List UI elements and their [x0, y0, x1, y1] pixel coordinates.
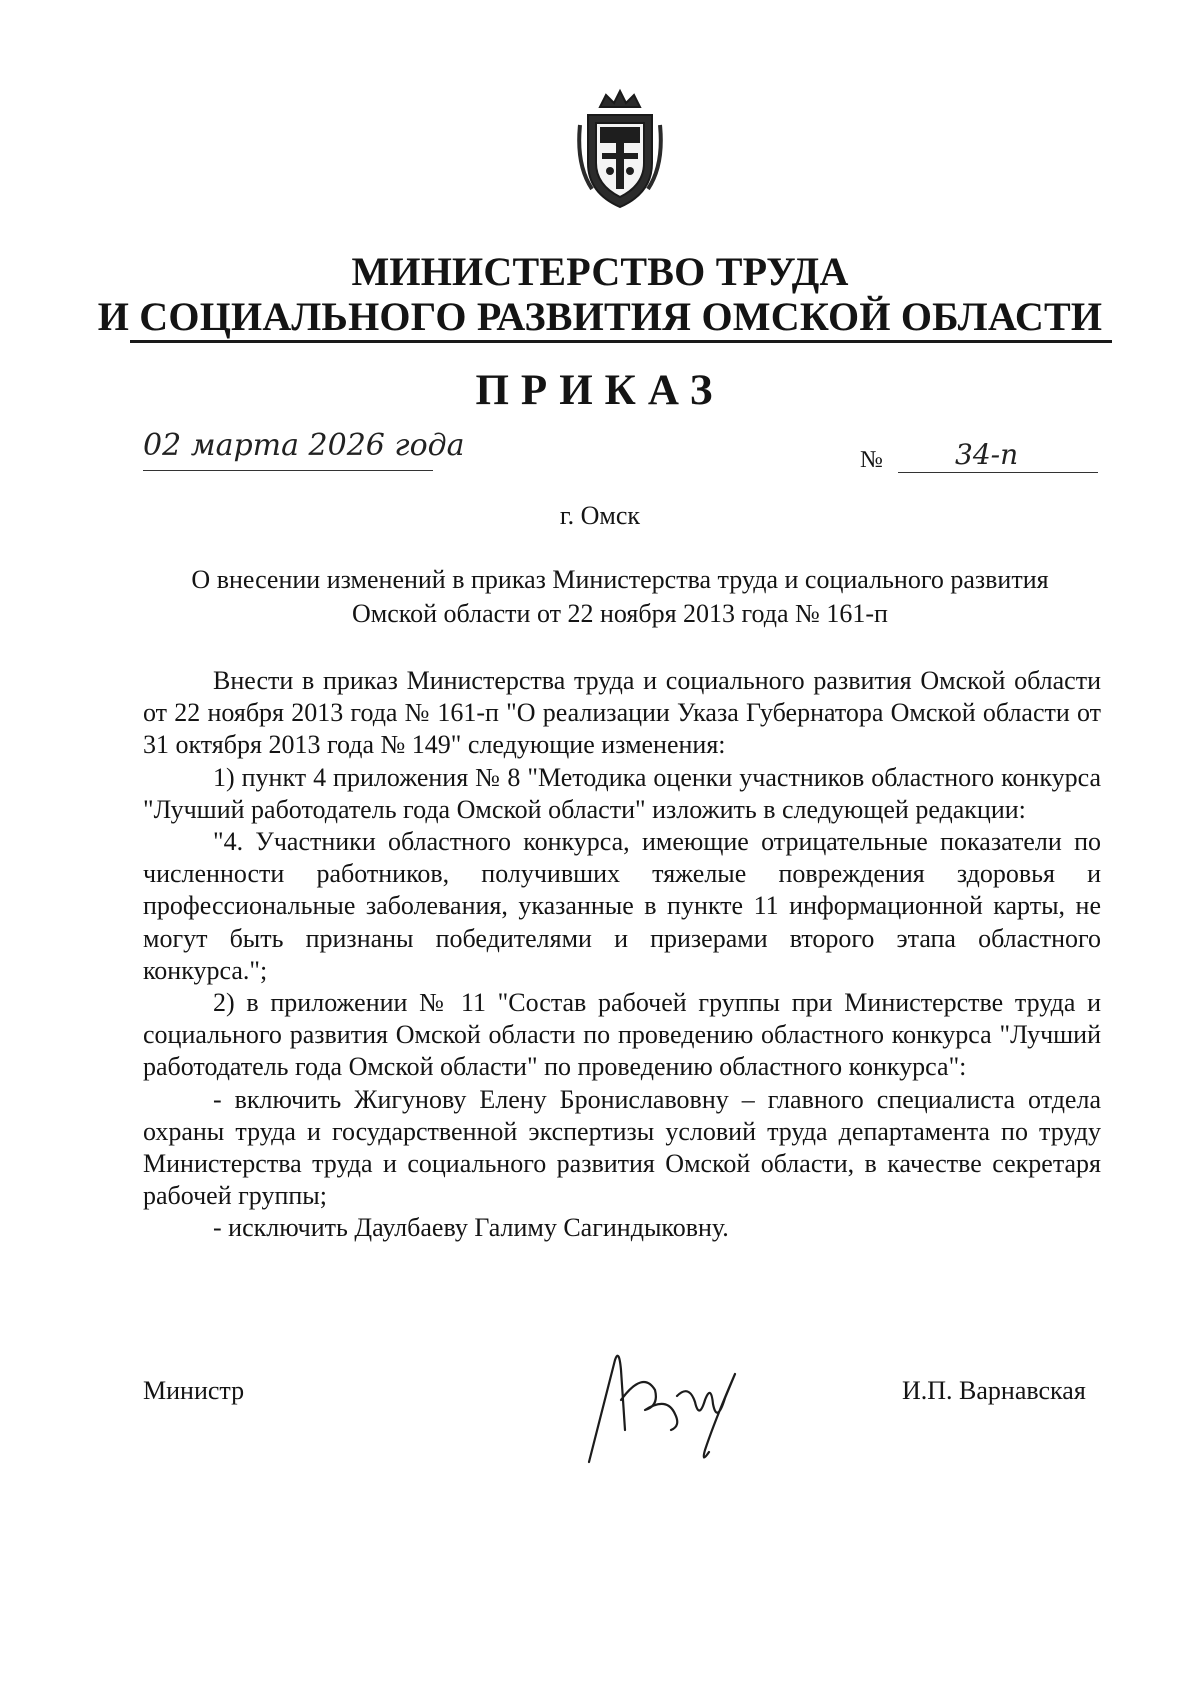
- ministry-name-line1: МИНИСТЕРСТВО ТРУДА: [351, 249, 849, 294]
- signatory-name: И.П. Варнавская: [902, 1376, 1086, 1405]
- subject-line1: О внесении изменений в приказ Министерства труда и социального развития: [191, 565, 1049, 594]
- coat-of-arms-icon: [570, 85, 670, 215]
- date-underline: [143, 470, 433, 471]
- body-paragraph-quoted-point4: "4. Участники областного конкурса, имеющие отрицательные показатели по численности работников, получивших тяжелые повреждения здоровья и профессиональные заболевания, указанные в пункте 11 информационной карты, не могут быть признаны победителями и призерами второго этапа областного конкурса.";: [143, 827, 1101, 985]
- order-subject: [130, 563, 1110, 631]
- number-label: №: [860, 447, 883, 473]
- body-paragraph-include: - включить Жигунову Елену Брониславовну – главного специалиста отдела охраны труда и государственной экспертизы условий труда департамента по труду Министерства труда и социального развития Омской области, в качестве секретаря рабочей группы;: [143, 1084, 1101, 1211]
- subject-line2: Омской области от 22 ноября 2013 года № 161-п: [352, 599, 888, 628]
- document-type-title: ПРИКАЗ: [475, 367, 725, 414]
- body-paragraph-item1: 1) пункт 4 приложения № 8 "Методика оценки участников областного конкурса "Лучший работодатель года Омской области" изложить в следующей редакции:: [143, 762, 1101, 824]
- order-body: [143, 665, 1101, 1245]
- handwritten-signature: [585, 1340, 755, 1470]
- city: г. Омск: [559, 501, 641, 530]
- body-paragraph-intro: Внести в приказ Министерства труда и социального развития Омской области от 22 ноября 2013 года № 161-п "О реализации Указа Губернатора Омской области от 31 октября 2013 года № 149" следующие изменения:: [143, 666, 1101, 760]
- number-underline: [898, 472, 1098, 473]
- body-paragraph-item2: 2) в приложении № 11 "Состав рабочей группы при Министерстве труда и социального развития Омской области по проведению областного конкурса "Лучший работодатель года Омской области" по проведению областного конкурса":: [143, 988, 1101, 1082]
- handwritten-date: 02 марта 2026 года: [143, 428, 465, 463]
- signatory-role: Министр: [143, 1376, 245, 1405]
- handwritten-number: 34-п: [955, 438, 1019, 471]
- body-paragraph-exclude: - исключить Даулбаеву Галиму Сагиндыковну.: [213, 1213, 729, 1243]
- ministry-name-line2: И СОЦИАЛЬНОГО РАЗВИТИЯ ОМСКОЙ ОБЛАСТИ: [97, 294, 1103, 339]
- header-divider: [130, 340, 1112, 343]
